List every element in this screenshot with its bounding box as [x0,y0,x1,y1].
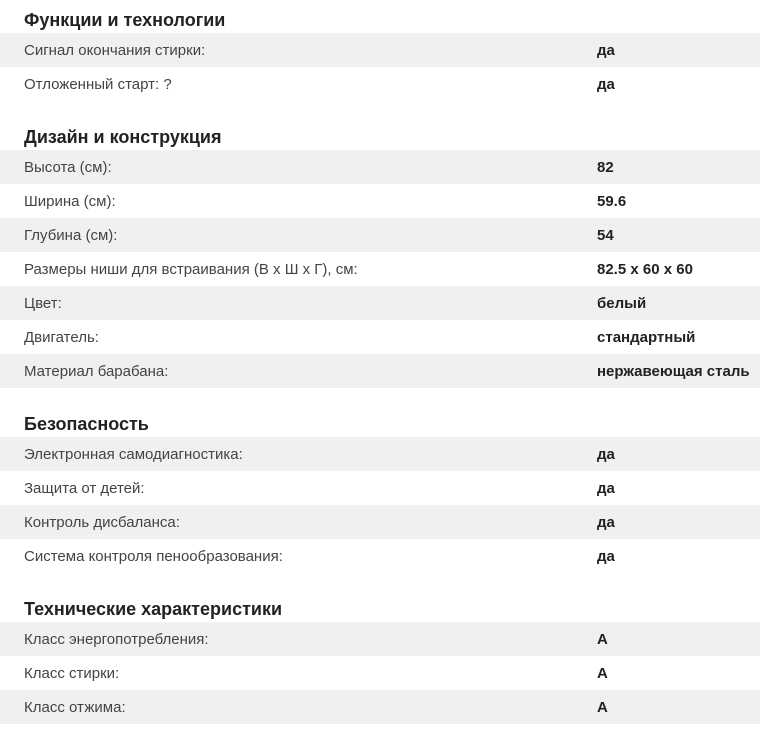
spec-value: да [597,41,615,59]
spec-label: Материал барабана: [24,362,169,380]
spec-row [0,539,760,573]
spec-label: Ширина (см): [24,192,116,210]
spec-label: Глубина (см): [24,226,118,244]
spec-label: Система контроля пенообразования: [24,547,283,565]
spec-label: Высота (см): [24,158,112,176]
spec-value: да [597,479,615,497]
section-title: Дизайн и конструкция [24,127,222,147]
section-features [0,0,760,101]
spec-row [0,656,760,690]
spec-label: Двигатель: [24,328,99,346]
spec-row [0,471,760,505]
spec-label: Электронная самодиагностика: [24,445,243,463]
spec-row [0,150,760,184]
spec-value: белый [597,294,647,312]
spec-value: 59.6 [597,192,627,210]
spec-row [0,437,760,471]
spec-row [0,505,760,539]
spec-value: да [597,445,615,463]
spec-label: Отложенный старт: ? [24,75,172,93]
spec-value: A [597,664,608,682]
spec-label: Класс стирки: [24,664,120,682]
section-title: Функции и технологии [24,10,226,30]
spec-value: 82 [597,158,614,176]
spec-row [0,67,760,101]
section-technical [0,589,760,724]
section-title: Безопасность [24,414,149,434]
spec-value: A [597,698,608,716]
section-safety [0,404,760,573]
spec-value: нержавеющая сталь [597,362,750,380]
spec-label: Класс энергопотребления: [24,630,209,648]
spec-value: да [597,547,615,565]
spec-row [0,622,760,656]
spec-row [0,252,760,286]
spec-label: Защита от детей: [24,479,145,497]
spec-row [0,690,760,724]
spec-row [0,184,760,218]
spec-label: Сигнал окончания стирки: [24,41,206,59]
spec-value: 82.5 x 60 x 60 [597,260,693,278]
spec-value: стандартный [597,328,696,346]
spec-row [0,33,760,67]
spec-row [0,286,760,320]
spec-value: 54 [597,226,614,244]
spec-label: Класс отжима: [24,698,126,716]
spec-value: да [597,513,615,531]
section-design [0,117,760,388]
spec-row [0,320,760,354]
spec-label: Цвет: [24,294,62,312]
spec-row [0,354,760,388]
spec-row [0,218,760,252]
spec-label: Контроль дисбаланса: [24,513,180,531]
spec-label: Размеры ниши для встраивания (В х Ш х Г), см: [24,260,358,278]
section-title: Технические характеристики [24,599,283,619]
spec-value: A [597,630,608,648]
spec-value: да [597,75,615,93]
